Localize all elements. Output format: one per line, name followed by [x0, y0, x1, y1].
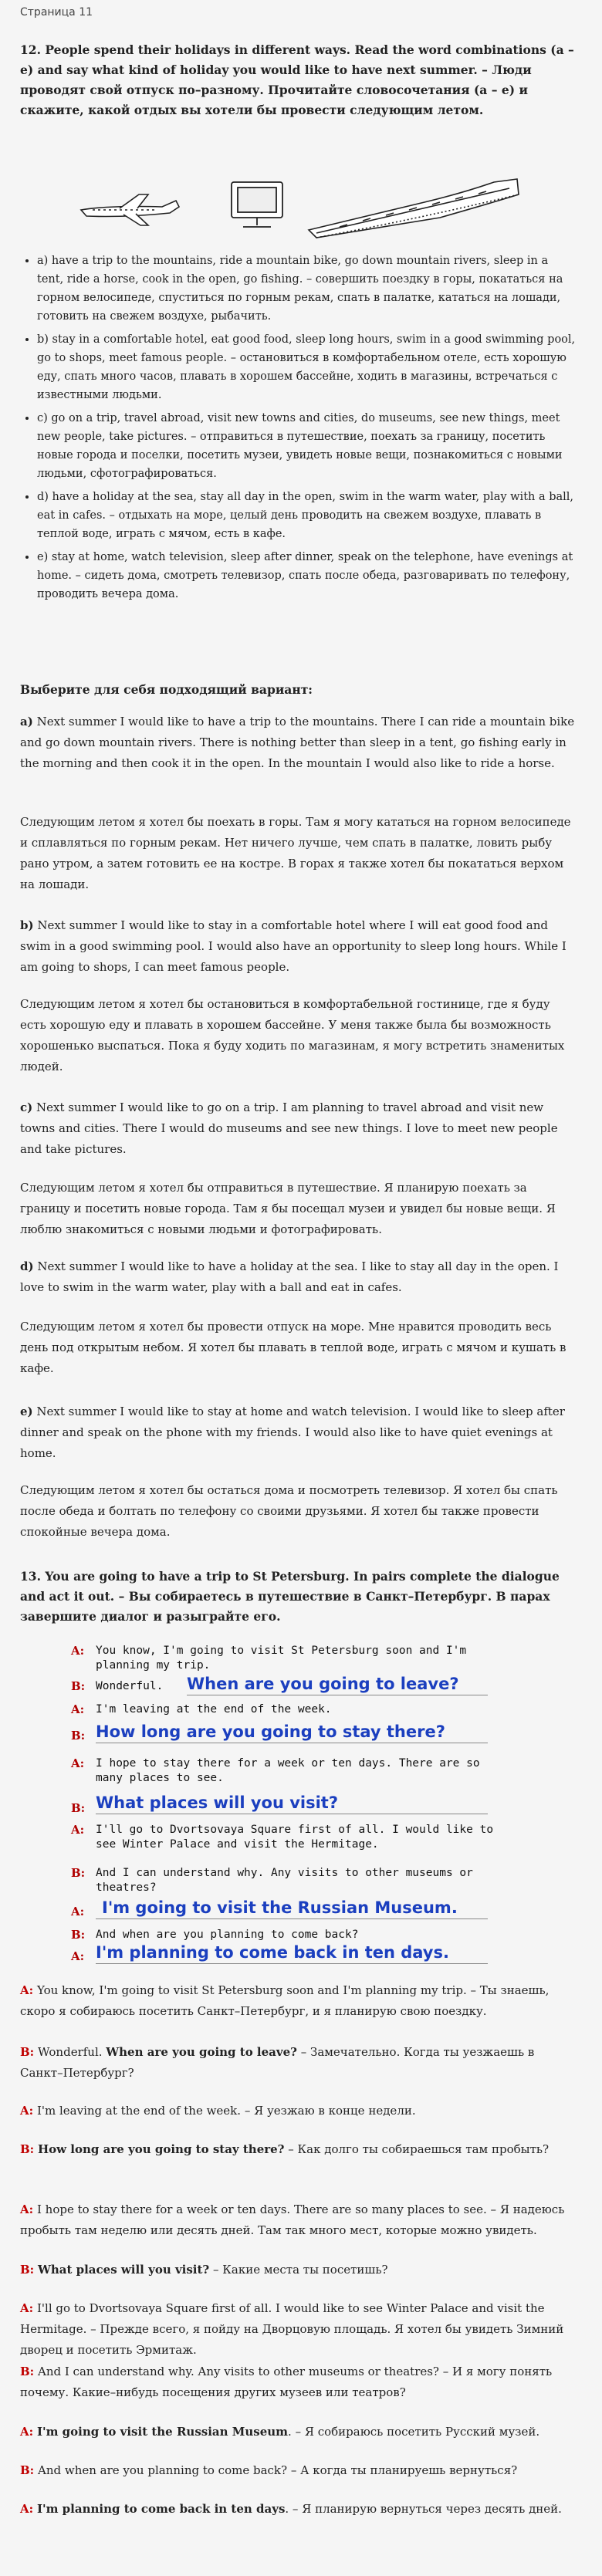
line-en: You know, I'm going to visit St Petersburg soon and I'm planning my trip.	[36, 1983, 467, 1997]
line-text: I'll go to Dvortsovaya Square first of all. I would like to see Winter Palace and visit the Hermitage.	[96, 1824, 494, 1851]
line-text: I hope to stay there for a week or ten days. There are so many places to see.	[96, 1757, 480, 1784]
answer-letter: b)	[20, 918, 34, 932]
speaker-label: A:	[71, 1823, 85, 1837]
answer-a-ru	[20, 812, 577, 895]
dialogue-line	[20, 2460, 577, 2481]
line-ru: – Ты знаешь, скоро я собираюсь посетить Санкт–Петербург, и я планирую свою поездку.	[20, 1983, 550, 2018]
speaker-label: B:	[71, 1729, 86, 1743]
dialogue-line	[20, 2199, 577, 2241]
dialogue-line	[20, 2298, 577, 2361]
line-ru: – Прежде всего, я пойду на Дворцовую площадь. Я хотел бы увидеть Зимний дворец и посетить Эрмитаж.	[20, 2322, 564, 2357]
dialogue-line	[20, 2422, 577, 2442]
handwritten-answer: How long are you going to stay there?	[96, 1722, 445, 1741]
speaker-label: A:	[20, 2502, 34, 2516]
speaker-label: A:	[20, 2104, 34, 2118]
handwritten-answer: I'm planning to come back in ten days.	[96, 1943, 449, 1962]
list-item: • c) go on a trip, travel abroad, visit new towns and cities, do museums, see new things, meet new people, take pictures. – отправиться в путешествие, поехать за границу, посетить новые города и поселки, посетить музеи, увидеть новые вещи, познакомиться с новыми людьми, сфотографироваться.	[37, 409, 577, 483]
answer-letter: e)	[20, 1405, 33, 1418]
line-en: I hope to stay there for a week or ten days. There are so many places to see.	[36, 2202, 487, 2216]
line-en: Wonderful.	[38, 2045, 107, 2059]
speaker-label: B:	[71, 1866, 86, 1880]
answer-d	[20, 1256, 577, 1298]
handwritten-answer: When are you going to leave?	[187, 1675, 459, 1693]
tv-icon	[232, 182, 282, 227]
answer-d-ru	[20, 1317, 577, 1379]
answer-c	[20, 1097, 577, 1160]
answer-ru: Следующим летом я хотел бы отправиться в путешествие. Я планирую поехать за границу и посетить новые города. Там я бы посещал музеи и увидел бы новые вещи. Я люблю знакомиться с новыми людьми и фотографировать.	[20, 1181, 556, 1236]
answer-en: Next summer I would like to have a trip to the mountains. There I can ride a mountain bike and go down mountain rivers. There is nothing better than sleep in a tent, go fishing early in the morning and then cook it in the open. In the mountain I would also like to ride a horse.	[20, 715, 575, 770]
speaker-label: A:	[20, 2301, 34, 2315]
answer-en: Next summer I would like to stay in a comfortable hotel where I will eat good food and swim in a good swimming pool. I would also have an opportunity to sleep long hours. While I am going to shops, I can meet famous people.	[20, 918, 566, 974]
line-ru: – Какие места ты посетишь?	[209, 2263, 388, 2277]
answer-b-ru	[20, 994, 577, 1077]
line-ru: – Замечательно. Когда ты уезжаешь в Санкт–Петербург?	[20, 2045, 535, 2080]
line-text: You know, I'm going to visit St Petersburg soon and I'm planning my trip.	[96, 1645, 467, 1672]
line-answer: How long are you going to stay there?	[38, 2142, 285, 2156]
line-en: And I can understand why. Any visits to other museums or theatres?	[38, 2365, 439, 2378]
list-item: • e) stay at home, watch television, sleep after dinner, speak on the telephone, have evenings at home. – сидеть дома, смотреть телевизор, спать после обеда, разговаривать по телефону, проводить вечера дома.	[37, 548, 577, 603]
line-en: I'll go to Dvortsovaya Square first of all. I would like to see Winter Palace and visit the Hermitage.	[20, 2301, 545, 2336]
dialogue-line	[20, 2101, 577, 2121]
line-ru: – А когда ты планируешь вернуться?	[287, 2463, 518, 2477]
answer-b	[20, 915, 577, 978]
speaker-label: A:	[20, 2425, 34, 2439]
line-en: And when are you planning to come back?	[38, 2463, 288, 2477]
speaker-label: B:	[20, 2463, 35, 2477]
line-answer: When are you going to leave?	[106, 2045, 297, 2059]
line-answer: I'm going to visit the Russian Museum	[36, 2425, 289, 2439]
illustration-plane-tv-train	[77, 171, 525, 241]
list-item: • d) have a holiday at the sea, stay all day in the open, swim in the warm water, play with a ball, eat in cafes. – отдыхать на море, целый день проводить на свежем воздухе, плавать в теплой воде, играть с мячом, есть в кафе.	[37, 488, 577, 543]
line-answer: What places will you visit?	[38, 2263, 210, 2277]
choose-heading: Выберите для себя подходящий вариант:	[20, 682, 313, 697]
list-item: • a) have a trip to the mountains, ride a mountain bike, go down mountain rivers, sleep in a tent, ride a horse, cook in the open, go fishing. – совершить поездку в горы, покататься на горном велосипеде, спуститься по горным рекам, спать в палатке, кататься на лошади, готовить на свежем воздухе, рыбачить.	[37, 252, 577, 326]
line-text: And I can understand why. Any visits to other museums or theatres?	[96, 1867, 473, 1894]
line-ru: – Я надеюсь пробыть там неделю или десять дней. Там так много мест, которые можно увидеть.	[20, 2202, 565, 2237]
line-ru: – И я могу понять почему. Какие–нибудь посещения других музеев или театров?	[20, 2365, 553, 2399]
speaker-label: B:	[20, 2365, 35, 2378]
speaker-label: B:	[71, 1928, 86, 1942]
dialogue-line	[20, 2260, 577, 2280]
line-answer: I'm planning to come back in ten days	[36, 2502, 286, 2516]
line-ru: . – Я планирую вернуться через десять дней.	[285, 2502, 562, 2516]
answer-ru: Следующим летом я хотел бы остаться дома и посмотреть телевизор. Я хотел бы спать после обеда и болтать по телефону со своими друзьями. Я хотел бы также провести спокойные вечера дома.	[20, 1483, 558, 1539]
train-icon	[309, 179, 519, 238]
answer-en: Next summer I would like to have a holiday at the sea. I like to stay all day in the open. I love to swim in the warm water, play with a ball and eat in cafes.	[20, 1259, 559, 1294]
speaker-label: B:	[20, 2263, 35, 2277]
handwritten-answer: I'm going to visit the Russian Museum.	[102, 1898, 458, 1917]
dialogue-line	[20, 2042, 577, 2084]
speaker-label: A:	[71, 1644, 85, 1658]
speaker-label: A:	[20, 2202, 34, 2216]
answer-letter: d)	[20, 1259, 34, 1273]
answer-letter: a)	[20, 715, 33, 729]
line-en: I'm leaving at the end of the week.	[36, 2104, 242, 2118]
speaker-label: A:	[71, 1949, 85, 1963]
speaker-label: B:	[71, 1679, 86, 1693]
answer-en: Next summer I would like to stay at home and watch television. I would like to sleep after dinner and speak on the phone with my friends. I would also like to have quiet evenings at home.	[20, 1405, 565, 1460]
textbook-dialogue	[71, 1644, 511, 1968]
speaker-label: A:	[71, 1756, 85, 1770]
line-ru: . – Я собираюсь посетить Русский музей.	[288, 2425, 540, 2439]
speaker-label: A:	[71, 1905, 85, 1918]
line-ru: – Как долго ты собираешься там пробыть?	[284, 2142, 550, 2156]
handwritten-answer: What places will you visit?	[96, 1793, 339, 1812]
exercise-13-title: 13. You are going to have a trip to St Petersburg. In pairs complete the dialogue and act it out. – Вы собираетесь в путешествие в Санкт–Петербург. В парах завершите диалог и разыграйте его.	[20, 1569, 560, 1624]
line-text: And when are you planning to come back?	[96, 1929, 359, 1941]
airplane-icon	[81, 194, 179, 225]
list-item: • b) stay in a comfortable hotel, eat good food, sleep long hours, swim in a good swimming pool, go to shops, meet famous people. – остановиться в комфортабельном отеле, есть хорошую еду, спать много часов, плавать в хорошем бассейне, ходить в магазины, встречаться с известными людьми.	[37, 330, 577, 404]
answer-ru: Следующим летом я хотел бы поехать в горы. Там я могу кататься на горном велосипеде и сплавляться по горным рекам. Нет ничего лучше, чем спать в палатке, ловить рыбу рано утром, а затем готовить ее на костре. В горах я также хотел бы покататься верхом на лошади.	[20, 815, 571, 891]
answer-ru: Следующим летом я хотел бы провести отпуск на море. Мне нравится проводить весь день под открытым небом. Я хотел бы плавать в теплой воде, играть с мячом и кушать в кафе.	[20, 1320, 566, 1375]
line-text: Wonderful.	[96, 1680, 164, 1692]
answer-en: Next summer I would like to go on a trip. I am planning to travel abroad and visit new towns and cities. There I would do museums and see new things. I love to meet new people and take pictures.	[20, 1100, 558, 1156]
dialogue-line	[20, 2499, 577, 2520]
answer-a	[20, 712, 577, 774]
answer-e	[20, 1401, 577, 1464]
speaker-label: B:	[20, 2045, 35, 2059]
dialogue-line	[20, 1980, 577, 2022]
speaker-label: B:	[20, 2142, 35, 2156]
dialogue-line	[20, 2361, 577, 2403]
speaker-label: A:	[20, 1983, 34, 1997]
answer-letter: c)	[20, 1100, 33, 1114]
line-ru: – Я уезжаю в конце недели.	[241, 2104, 416, 2118]
dialogue-line	[20, 2139, 577, 2160]
speaker-label: A:	[71, 1702, 85, 1716]
answer-c-ru	[20, 1178, 577, 1240]
page-label: Страница 11	[20, 6, 93, 19]
answer-ru: Следующим летом я хотел бы остановиться в комфортабельной гостинице, где я буду есть хорошую еду и плавать в хорошем бассейне. У меня также была бы возможность хорошенько выспаться. Пока я буду ходить по магазинам, я могу встретить знаменитых людей.	[20, 997, 565, 1073]
word-combinations-list	[20, 252, 577, 608]
line-text: I'm leaving at the end of the week.	[96, 1703, 332, 1716]
speaker-label: B:	[71, 1801, 86, 1815]
exercise-12-title: 12. People spend their holidays in different ways. Read the word combinations (a – e) and say what kind of holiday you would like to have next summer. – Люди проводят свой отпуск по–разному. Прочитайте словосочетания (а – е) и скажите, какой отдых вы хотели бы провести следующим летом.	[20, 42, 574, 117]
answer-e-ru	[20, 1480, 577, 1543]
